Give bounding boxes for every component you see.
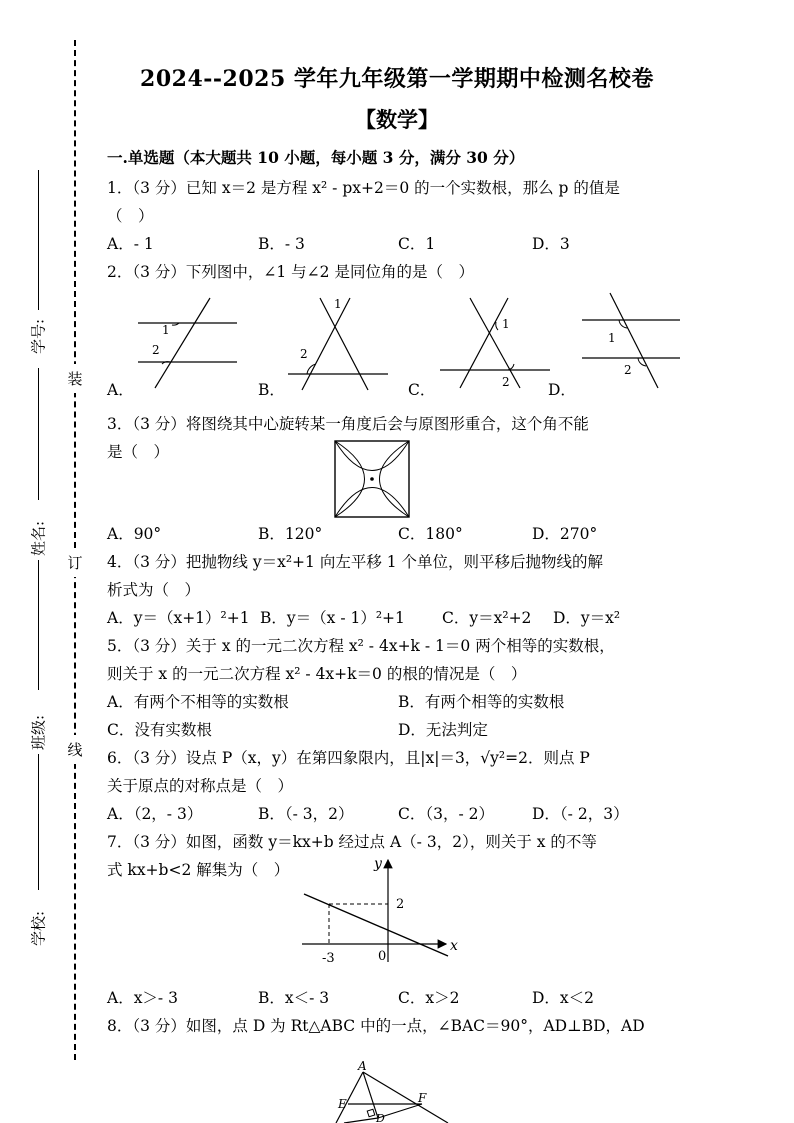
q3-option-d[interactable]: D．270° bbox=[532, 525, 598, 543]
class-label: 班级: bbox=[29, 714, 48, 751]
q7-text-cont: 式 kx+b<2 解集为（ ） bbox=[107, 861, 290, 879]
q2-d-mark-1: 1 bbox=[608, 331, 616, 345]
q5-text: 5．（3 分）关于 x 的一元二次方程 x² - 4x+k - 1＝0 两个相等的实数根， bbox=[107, 637, 615, 655]
q4-option-a[interactable]: A．y＝（x+1）²+1 bbox=[107, 609, 250, 627]
q7-x-mark: -3 bbox=[322, 951, 335, 966]
q7-option-d[interactable]: D．x＜2 bbox=[532, 989, 595, 1007]
q6-text-cont: 关于原点的对称点是（ ） bbox=[107, 777, 294, 795]
subject-title: 【数学】 bbox=[355, 107, 439, 132]
q2-figures bbox=[100, 288, 700, 398]
q2-option-b[interactable]: B． bbox=[258, 381, 285, 399]
q1-option-b[interactable]: B．- 3 bbox=[258, 235, 305, 253]
q7-option-b[interactable]: B．x＜- 3 bbox=[258, 989, 330, 1007]
q2-option-d[interactable]: D． bbox=[548, 381, 576, 399]
seal-char-ding: 订 bbox=[66, 548, 84, 577]
q6-text: 6．（3 分）设点 P（x，y）在第四象限内，且|x|＝3，√y²=2．则点 P bbox=[107, 749, 590, 767]
q7-y-axis-label: y bbox=[374, 856, 382, 872]
q2-c-mark-2: 2 bbox=[502, 375, 510, 389]
q7-x-axis-label: x bbox=[450, 938, 458, 954]
q5-option-a[interactable]: A．有两个不相等的实数根 bbox=[107, 693, 289, 711]
q5-option-c[interactable]: C．没有实数根 bbox=[107, 721, 212, 739]
q7-y-mark: 2 bbox=[396, 897, 405, 912]
school-field-line[interactable] bbox=[38, 754, 39, 890]
q3-option-a[interactable]: A．90° bbox=[107, 525, 162, 543]
q2-b-mark-1: 1 bbox=[334, 297, 342, 311]
q1-option-a[interactable]: A．- 1 bbox=[107, 235, 154, 253]
q8-label-e: E bbox=[338, 1097, 347, 1111]
q8-label-d: D bbox=[376, 1112, 385, 1123]
name-label: 姓名: bbox=[29, 520, 48, 557]
q7-text: 7．（3 分）如图，函数 y＝kx+b 经过点 A（- 3，2），则关于 x 的不等 bbox=[107, 833, 597, 851]
q2-a-mark-1: 1 bbox=[162, 323, 170, 337]
q8-label-a: A bbox=[358, 1059, 367, 1073]
q7-option-c[interactable]: C．x＞2 bbox=[398, 989, 460, 1007]
q2-a-mark-2: 2 bbox=[152, 343, 160, 357]
q1-text-cont: （ ） bbox=[107, 207, 154, 225]
q2-figure-c bbox=[440, 298, 550, 389]
student-id-label: 学号: bbox=[29, 318, 48, 355]
q3-option-b[interactable]: B．120° bbox=[258, 525, 323, 543]
seal-char-zhuang: 装 bbox=[66, 364, 84, 393]
q4-text: 4．（3 分）把抛物线 y＝x²+1 向左平移 1 个单位，则平移后抛物线的解 bbox=[107, 553, 604, 571]
student-id-field-line[interactable] bbox=[38, 170, 39, 310]
q7-origin: 0 bbox=[378, 949, 387, 964]
q4-option-d[interactable]: D．y＝x² bbox=[553, 609, 621, 627]
q2-text: 2．（3 分）下列图中，∠1 与∠2 是同位角的是（ ） bbox=[107, 263, 474, 281]
q2-figure-b bbox=[288, 297, 388, 390]
q6-option-c[interactable]: C．（3，- 2） bbox=[398, 805, 494, 823]
q2-c-mark-1: 1 bbox=[502, 317, 510, 331]
q1-option-c[interactable]: C．1 bbox=[398, 235, 436, 253]
name-field-line[interactable] bbox=[38, 368, 39, 500]
school-label: 学校: bbox=[29, 910, 48, 947]
seal-char-xian: 线 bbox=[66, 735, 84, 764]
q3-text-cont: 是（ ） bbox=[107, 443, 170, 461]
q1-option-d[interactable]: D．3 bbox=[532, 235, 570, 253]
q2-d-mark-2: 2 bbox=[624, 363, 632, 377]
q2-b-mark-2: 2 bbox=[300, 347, 308, 361]
q2-figure-d bbox=[582, 293, 680, 388]
q3-figure bbox=[334, 440, 410, 518]
q3-text: 3．（3 分）将图绕其中心旋转某一角度后会与原图形重合，这个角不能 bbox=[107, 415, 589, 433]
q1-text: 1．（3 分）已知 x＝2 是方程 x² - px+2＝0 的一个实数根，那么 p 的值是 bbox=[107, 179, 620, 197]
section-heading: 一.单选题（本大题共 10 小题，每小题 3 分，满分 30 分） bbox=[107, 148, 525, 167]
q5-option-d[interactable]: D．无法判定 bbox=[398, 721, 488, 739]
exam-title: 2024--2025 学年九年级第一学期期中检测名校卷 bbox=[140, 66, 654, 92]
q7-graph bbox=[296, 854, 466, 972]
q6-option-a[interactable]: A．（2，- 3） bbox=[107, 805, 203, 823]
q4-text-cont: 析式为（ ） bbox=[107, 581, 201, 599]
q8-figure bbox=[330, 1058, 470, 1123]
q6-option-b[interactable]: B．（- 3，2） bbox=[258, 805, 354, 823]
q6-option-d[interactable]: D．（- 2，3） bbox=[532, 805, 629, 823]
q5-text-cont: 则关于 x 的一元二次方程 x² - 4x+k＝0 的根的情况是（ ） bbox=[107, 665, 527, 683]
q2-figure-a bbox=[138, 298, 237, 388]
q4-option-c[interactable]: C．y＝x²+2 bbox=[442, 609, 532, 627]
q7-option-a[interactable]: A．x＞- 3 bbox=[107, 989, 178, 1007]
q2-option-c[interactable]: C． bbox=[408, 381, 436, 399]
q8-label-f: F bbox=[418, 1091, 427, 1105]
class-field-line[interactable] bbox=[38, 560, 39, 690]
q4-option-b[interactable]: B．y＝（x - 1）²+1 bbox=[260, 609, 405, 627]
q8-text: 8．（3 分）如图，点 D 为 Rt△ABC 中的一点，∠BAC＝90°，AD⊥BD，AD bbox=[107, 1017, 645, 1035]
q5-option-b[interactable]: B．有两个相等的实数根 bbox=[398, 693, 565, 711]
q3-option-c[interactable]: C．180° bbox=[398, 525, 463, 543]
q2-option-a[interactable]: A． bbox=[107, 381, 134, 399]
